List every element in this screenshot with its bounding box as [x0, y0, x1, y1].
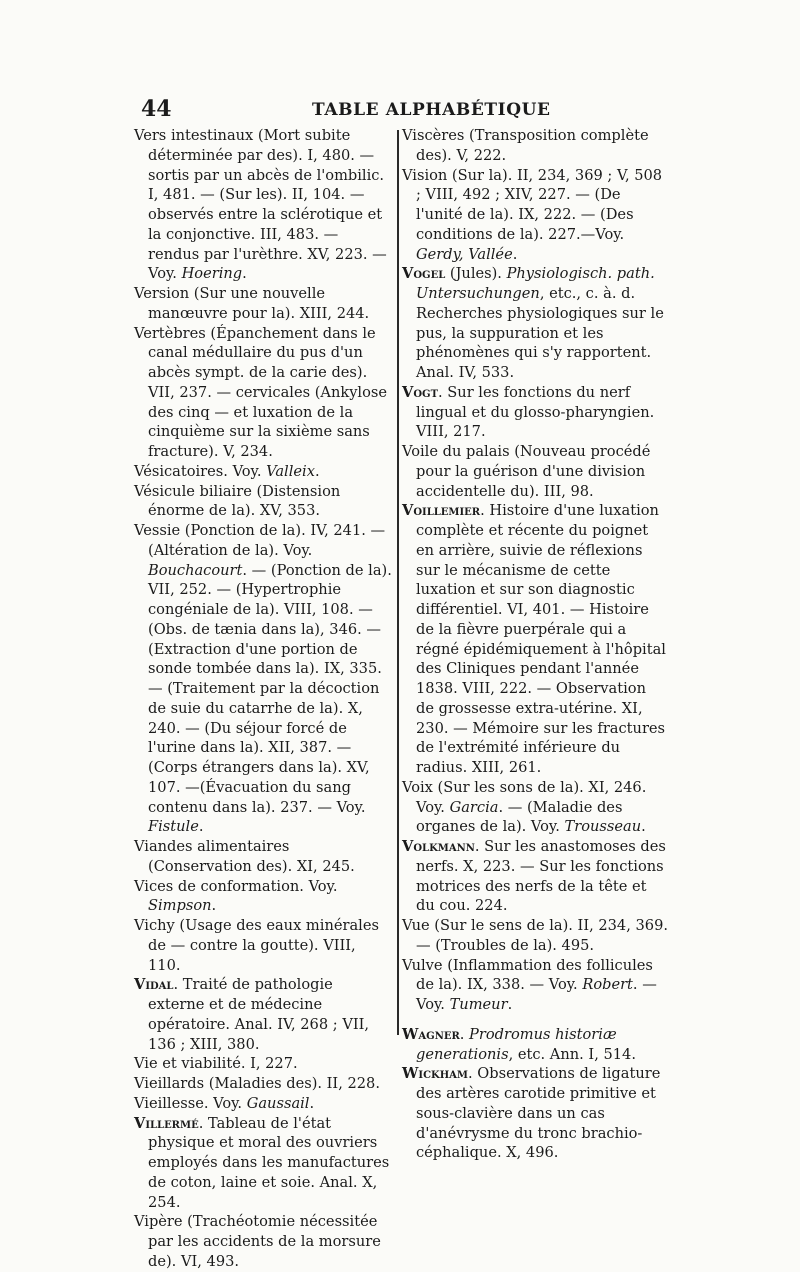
entry-headword: Vulve: [402, 956, 443, 974]
entry-text: , etc., c. à. d. Recherches physiologiques sur le pus, la suppuration et les phénomènes qui s'y rapportent. Anal. IV, 533.: [416, 285, 664, 381]
index-entry: [402, 1025, 668, 1065]
reference-italic: Gerdy, Vallée: [416, 245, 513, 263]
entry-text: (Épanchement dans le canal médullaire du pus d'un abcès sympt. de la carie des). VII, 237. — cervicales (Ankylose des cinq — et luxation de la cinquième sur la sixième sans fracture). V, 234.: [148, 324, 388, 460]
index-entry: [402, 956, 668, 1015]
index-entry: [402, 778, 668, 837]
page-number: 44: [141, 96, 172, 122]
entry-headword: Vessie: [134, 522, 181, 539]
entry-text: (Sur une nouvelle manœuvre pour la). XIII, 244.: [148, 285, 370, 322]
reference-italic: Fistule: [148, 818, 199, 836]
index-entry: [134, 975, 392, 1054]
index-entry: [134, 837, 392, 877]
entry-headword: Viscères: [402, 127, 465, 144]
running-title: TABLE ALPHABÉTIQUE: [312, 100, 551, 120]
entry-headword: Vices: [134, 877, 174, 895]
index-entry: [134, 1212, 392, 1271]
reference-italic: Trousseau: [564, 818, 642, 836]
entry-text: (Jules).: [445, 265, 507, 283]
entry-text: . Histoire d'une luxation complète et récente du poignet en arrière, suivie de réflexions sur le mécanisme de cette luxation et sur son diagnostic différentiel. VI, 401. — Histoire de la fièvre puerpérale qui a régné épidémiquement à l'hôpital des Cliniques pendant l'année 1838. VIII, 222. — Observation de grossesse extra-utérine. XI, 230. — Mémoire sur les fractures de l'extrémité inférieure du radius. XIII, 261.: [416, 502, 666, 776]
entry-text: . Sur les anastomoses des nerfs. X, 223. — Sur les fonctions motrices des nerfs de la tête et du cou. 224.: [416, 838, 666, 915]
entry-text: (Sur la). II, 234, 369 ; V, 508 ; VIII, 492 ; XIV, 227. — (De l'unité de la). IX, 222. — (Des conditions de la). 227.—Voy.: [416, 166, 663, 243]
entry-headword: Vésicule: [134, 482, 195, 500]
entry-headword: Vichy: [134, 917, 175, 934]
entry-headword: Version: [134, 285, 190, 302]
entry-text: (Sur les sons de la). XI, 246. Voy.: [416, 778, 647, 816]
entry-text: de conformation. Voy.: [173, 877, 338, 895]
entry-text: , etc. Ann. I, 514.: [508, 1045, 636, 1063]
entry-text: . — (Ponction de la). VII, 252. — (Hypertrophie congéniale de la). VIII, 108. — (Obs. de tænia dans la), 346. — (Extraction d'une portion de sonde tombée dans la). IX, 335. — (Traitement par la décoction de suie du catarrhe de la). X, 240. — (Du séjour forcé de l'urine dans la). XII, 387. — (Corps étrangers dans la). XV, 107. —(Évacuation du sang contenu dans la). 237. — Voy.: [148, 561, 392, 816]
entry-text: (Usage des eaux minérales de — contre la goutte). VIII, 110.: [148, 917, 379, 974]
reference-italic: Tumeur: [449, 996, 508, 1013]
reference-italic: Hoering: [181, 265, 243, 283]
index-entry: [134, 1094, 392, 1114]
entry-text: (Maladies des). II, 228.: [204, 1075, 380, 1092]
entry-headword: Volkmann: [402, 838, 475, 855]
index-entry: [402, 126, 668, 166]
entry-headword: Vidal: [134, 976, 174, 994]
entry-text: biliaire (Distension énorme de la). XV, 353.: [148, 482, 341, 520]
index-entry: [134, 462, 392, 482]
entry-text: .: [507, 996, 513, 1013]
entry-headword: Vésicatoires: [134, 462, 224, 480]
entry-text: . Observations de ligature des artères carotide primitive et sous-clavière dans un cas d'anévrysme du tronc brachio-céphalique. X, 496.: [416, 1065, 661, 1162]
entry-headword: Voillemier: [402, 502, 481, 520]
entry-headword: Viandes: [134, 838, 193, 855]
entry-text: .: [211, 897, 217, 915]
reference-italic: Simpson: [148, 897, 212, 915]
index-entry: [134, 324, 392, 462]
reference-italic: Valleix: [266, 462, 315, 480]
reference-italic: Garcia: [449, 798, 499, 816]
entry-headword: Vertèbres: [134, 324, 206, 342]
index-entry: [134, 126, 392, 284]
entry-headword: Wagner: [402, 1025, 460, 1043]
reference-italic: Gaussail: [246, 1094, 310, 1112]
entry-text: . Traité de pathologie externe et de médecine opératoire. Anal. IV, 268 ; VII, 136 ; XIII, 380.: [148, 976, 370, 1053]
entry-headword: Vipère: [134, 1213, 183, 1231]
entry-headword: Villermé: [134, 1114, 199, 1132]
index-entry: [402, 1064, 668, 1163]
entry-text: . Voy.: [223, 462, 267, 480]
entry-headword: Vogel: [402, 265, 446, 283]
entry-text: .: [641, 818, 646, 836]
index-entry: [134, 521, 392, 837]
entry-headword: Vie: [134, 1055, 158, 1073]
entry-text: .: [459, 1025, 470, 1043]
entry-headword: Vieillards: [134, 1075, 205, 1092]
index-entry: [402, 442, 668, 501]
entry-text: . Sur les fonctions du nerf lingual et du glosso-pharyngien. VIII, 217.: [416, 383, 655, 441]
entry-text: . Voy.: [203, 1094, 247, 1112]
right-column: [402, 126, 668, 1163]
entry-text: (Inflammation des follicules de la). IX, 338. — Voy.: [416, 956, 653, 994]
entry-text: (Trachéotomie nécessitée par les accidents de la morsure de). VI, 493.: [148, 1213, 381, 1270]
entry-text: alimentaires (Conservation des). XI, 245.: [148, 838, 355, 875]
index-entry: [134, 1054, 392, 1074]
reference-italic: Robert: [582, 976, 633, 994]
entry-headword: Vision: [402, 166, 448, 184]
entry-text: (Ponction de la). IV, 241. — (Altération de la). Voy.: [148, 522, 386, 559]
entry-text: .: [242, 265, 247, 283]
index-entry: [402, 837, 668, 916]
index-entry: [134, 877, 392, 917]
index-entry: [134, 284, 392, 324]
entry-headword: Wickham: [402, 1065, 468, 1083]
entry-headword: Vogt: [402, 383, 439, 401]
index-entry: [134, 916, 392, 975]
entry-text: . Tableau de l'état physique et moral des ouvriers employés dans les manufactures de coton, laine et soie. Anal. X, 254.: [148, 1114, 390, 1211]
entry-text: intestinaux (Mort subite déterminée par des). I, 480. — sortis par un abcès de l'ombilic. I, 481. — (Sur les). II, 104. — observés entre la sclérotique et la conjonctive. III, 483. — rendus par l'urèthre. XV, 223. — Voy.: [148, 127, 387, 283]
entry-text: .: [314, 462, 320, 480]
index-entry: [134, 482, 392, 522]
index-entry: [402, 916, 668, 956]
column-divider: [397, 130, 399, 1035]
entry-headword: Voix: [402, 778, 433, 796]
entry-headword: Vieillesse: [134, 1094, 204, 1112]
entry-text: .: [309, 1094, 315, 1112]
entry-text: (Sur le sens de la). II, 234, 369. — (Troubles de la). 495.: [416, 917, 668, 954]
index-entry: [402, 264, 668, 383]
reference-italic: Physiologisch. path. Untersuchungen: [416, 265, 655, 302]
reference-italic: Bouchacourt: [148, 561, 243, 579]
left-column: [134, 126, 392, 1272]
entry-text: (Transposition complète des). V, 222.: [416, 127, 649, 164]
entry-text: et viabilité. I, 227.: [157, 1055, 298, 1073]
index-entry: [402, 501, 668, 778]
index-entry: [402, 166, 668, 265]
entry-text: du palais (Nouveau procédé pour la guérison d'une division accidentelle du). III, 98.: [416, 443, 651, 500]
index-entry: [134, 1114, 392, 1213]
entry-text: .: [512, 245, 518, 263]
entry-text: . — Voy.: [416, 976, 657, 1013]
reference-italic: Prodromus historiæ generationis: [416, 1025, 617, 1063]
entry-headword: Vue: [402, 917, 430, 934]
entry-headword: Vers: [134, 127, 167, 144]
index-entry: [402, 383, 668, 442]
entry-headword: Voile: [402, 443, 438, 460]
entry-text: .: [198, 818, 204, 836]
entry-text: . — (Maladie des organes de la). Voy.: [416, 798, 623, 836]
index-entry: [134, 1074, 392, 1094]
